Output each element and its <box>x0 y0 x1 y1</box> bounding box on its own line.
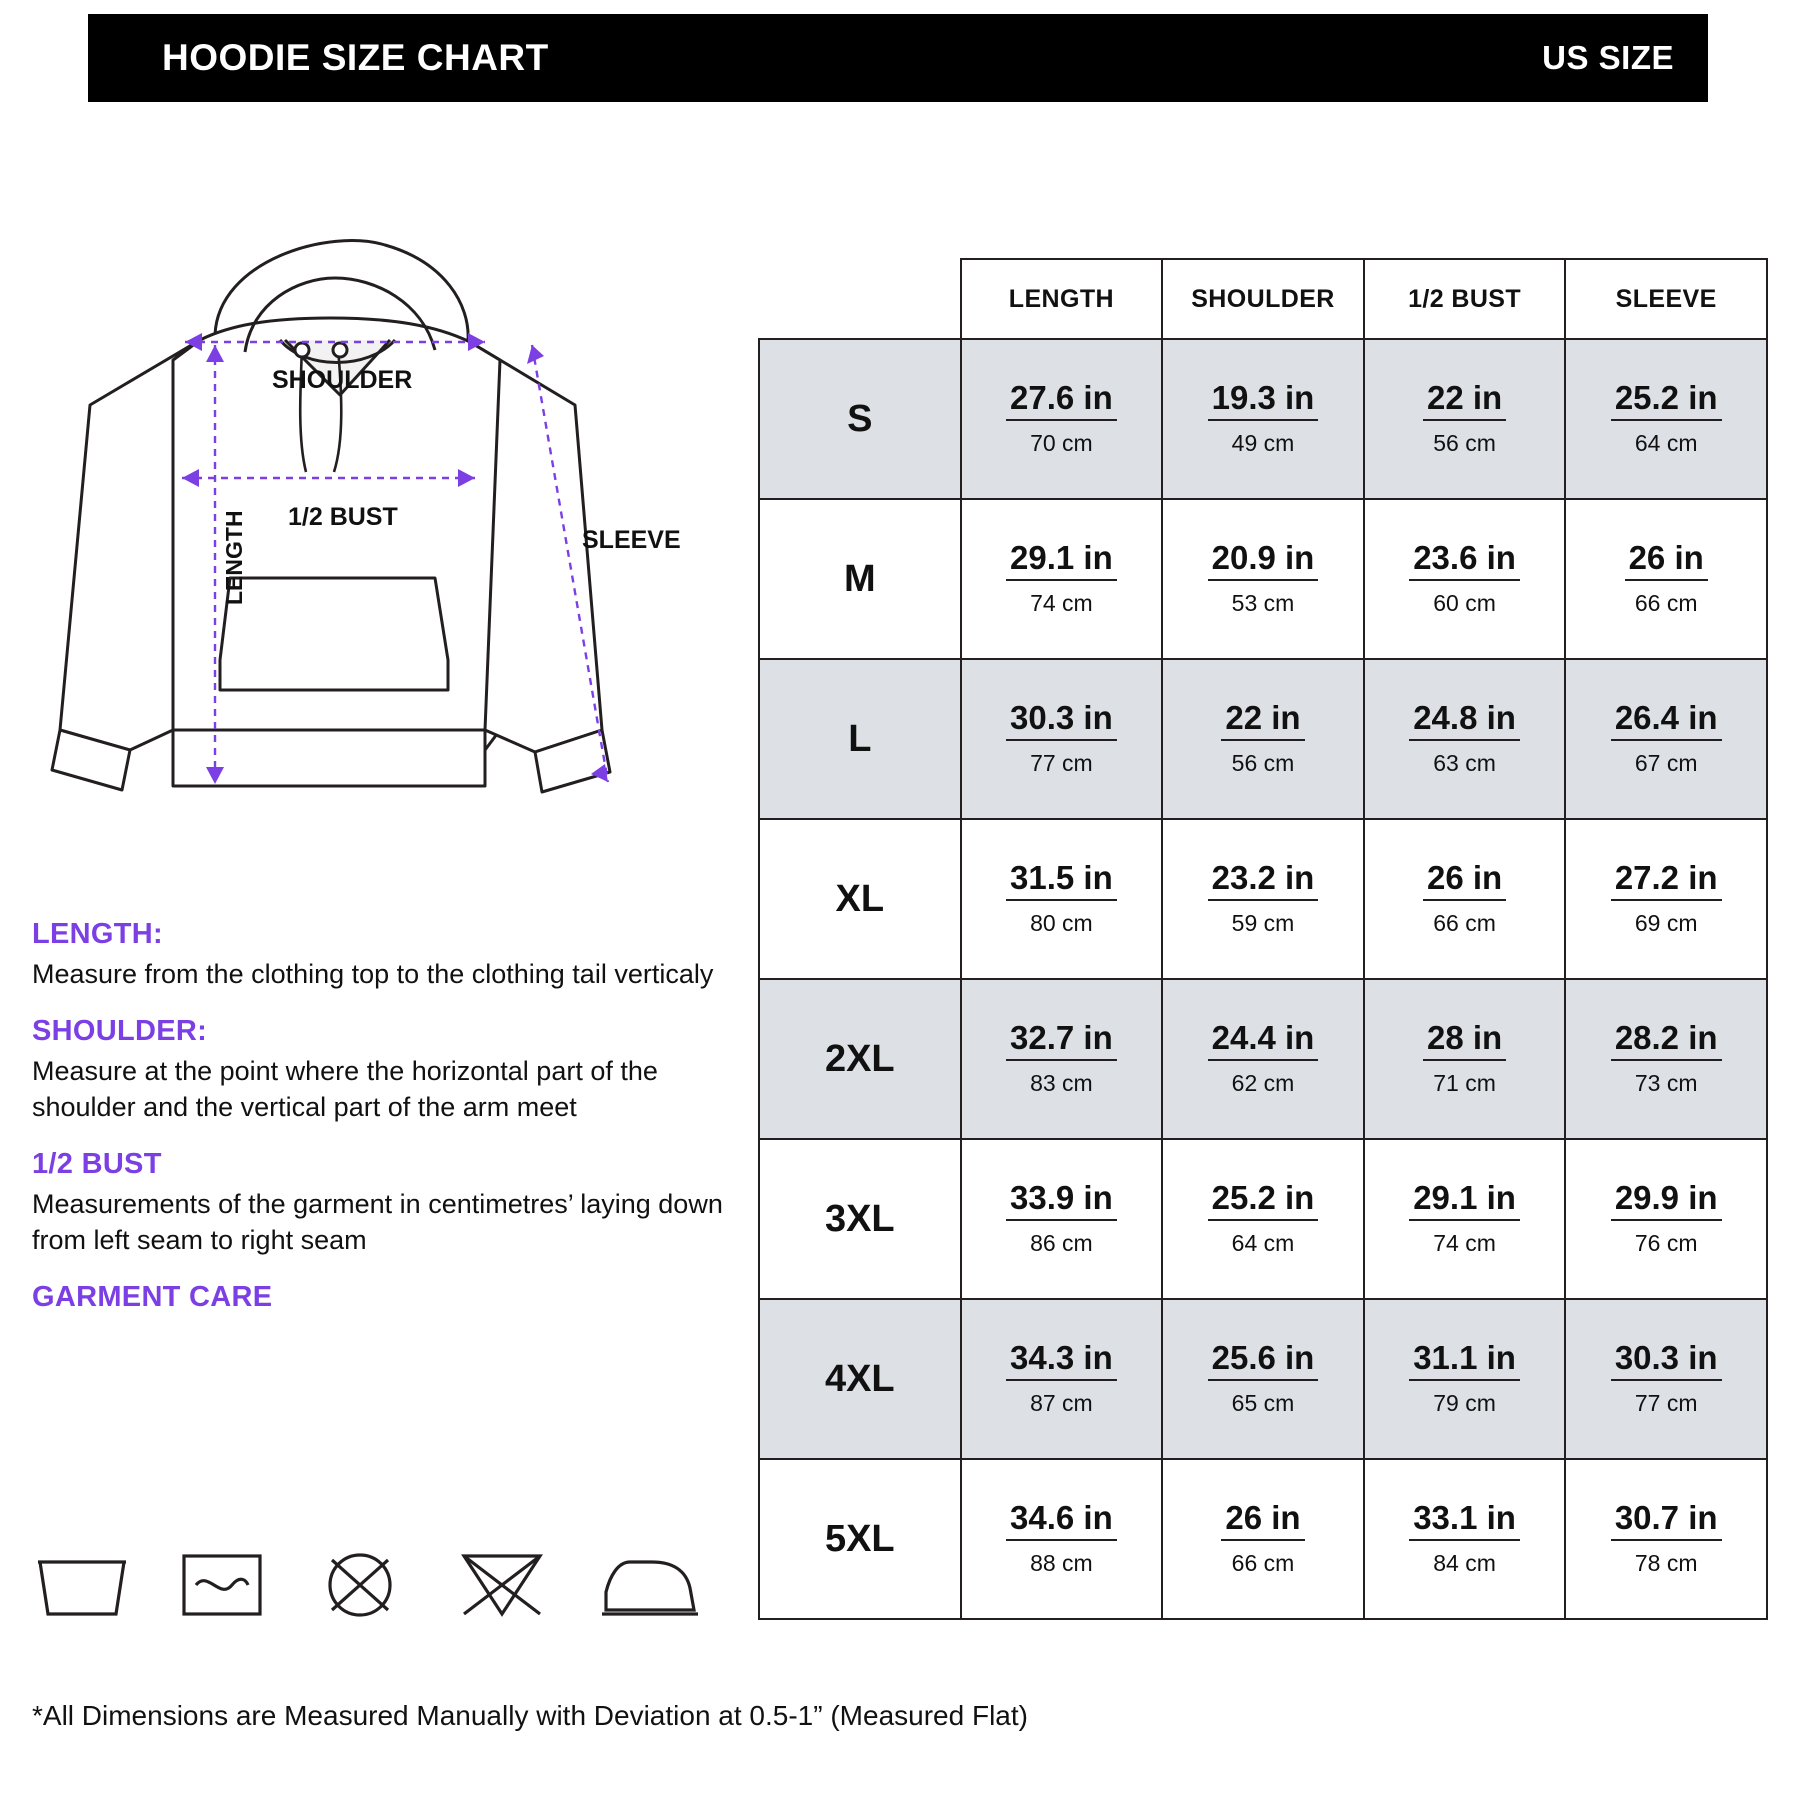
do-not-bleach-icon <box>314 1548 406 1622</box>
value-cm: 71 cm <box>1433 1069 1496 1096</box>
value-cm: 53 cm <box>1231 589 1295 616</box>
header-bar <box>88 14 1708 102</box>
cell-sleeve <box>1565 1459 1767 1619</box>
value-cm: 66 cm <box>1231 1549 1295 1576</box>
garment-care-heading: GARMENT CARE <box>32 1280 273 1313</box>
length-label: LENGTH <box>221 510 247 605</box>
cell-length <box>961 339 1163 499</box>
row-size-label: S <box>759 339 961 499</box>
table-corner-cell <box>759 259 961 339</box>
value-cm: 62 cm <box>1231 1069 1295 1096</box>
value-cm: 84 cm <box>1433 1549 1496 1576</box>
value-inches: 22 in <box>1423 381 1506 421</box>
value-cm: 78 cm <box>1634 1549 1698 1576</box>
value-cm: 88 cm <box>1030 1549 1093 1576</box>
value-inches: 20.9 in <box>1208 541 1319 581</box>
value-inches: 29.9 in <box>1611 1181 1722 1221</box>
cell-length <box>961 979 1163 1139</box>
cell-sleeve <box>1565 339 1767 499</box>
value-inches: 30.7 in <box>1611 1501 1722 1541</box>
value-inches: 25.6 in <box>1208 1341 1319 1381</box>
value-inches: 24.8 in <box>1409 701 1520 741</box>
table-row <box>759 339 1767 499</box>
cell-bust <box>1364 659 1566 819</box>
cell-bust <box>1364 819 1566 979</box>
cell-sleeve <box>1565 1139 1767 1299</box>
value-inches: 29.1 in <box>1006 541 1117 581</box>
value-cm: 83 cm <box>1030 1069 1093 1096</box>
value-inches: 30.3 in <box>1611 1341 1722 1381</box>
value-cm: 66 cm <box>1433 909 1496 936</box>
cell-sleeve <box>1565 659 1767 819</box>
bust-description: Measurements of the garment in centimetres’ laying down from left seam to right seam <box>32 1188 723 1255</box>
shoulder-description: Measure at the point where the horizontal part of the shoulder and the vertical part of the arm meet <box>32 1055 658 1122</box>
table-row <box>759 979 1767 1139</box>
cell-sleeve <box>1565 499 1767 659</box>
column-header-length: LENGTH <box>961 259 1163 339</box>
cell-length <box>961 659 1163 819</box>
value-cm: 67 cm <box>1634 749 1698 776</box>
cell-sleeve <box>1565 1299 1767 1459</box>
value-cm: 79 cm <box>1433 1389 1496 1416</box>
table-row <box>759 1459 1767 1619</box>
value-cm: 87 cm <box>1030 1389 1093 1416</box>
value-inches: 24.4 in <box>1208 1021 1319 1061</box>
cell-length <box>961 1139 1163 1299</box>
table-row <box>759 819 1767 979</box>
value-cm: 74 cm <box>1030 589 1093 616</box>
value-inches: 32.7 in <box>1006 1021 1117 1061</box>
length-heading: LENGTH: <box>32 918 163 950</box>
cell-bust <box>1364 499 1566 659</box>
value-cm: 56 cm <box>1231 749 1295 776</box>
table-header-row <box>759 259 1767 339</box>
cell-shoulder <box>1162 979 1364 1139</box>
value-inches: 28.2 in <box>1611 1021 1722 1061</box>
value-cm: 77 cm <box>1030 749 1093 776</box>
row-size-label: XL <box>759 819 961 979</box>
value-inches: 26.4 in <box>1611 701 1722 741</box>
value-inches: 34.3 in <box>1006 1341 1117 1381</box>
value-inches: 33.1 in <box>1409 1501 1520 1541</box>
cell-bust <box>1364 1139 1566 1299</box>
value-cm: 49 cm <box>1231 429 1295 456</box>
value-inches: 31.5 in <box>1006 861 1117 901</box>
cell-shoulder <box>1162 339 1364 499</box>
page-title: HOODIE SIZE CHART <box>162 37 549 78</box>
table-row <box>759 1139 1767 1299</box>
value-inches: 22 in <box>1221 701 1304 741</box>
cell-shoulder <box>1162 1139 1364 1299</box>
value-cm: 70 cm <box>1030 429 1093 456</box>
value-inches: 33.9 in <box>1006 1181 1117 1221</box>
table-row <box>759 1299 1767 1459</box>
garment-care-icons <box>34 1548 684 1638</box>
value-inches: 23.2 in <box>1208 861 1319 901</box>
column-header-bust: 1/2 BUST <box>1364 259 1566 339</box>
row-size-label: M <box>759 499 961 659</box>
do-not-dry-clean-icon <box>454 1548 550 1622</box>
value-cm: 80 cm <box>1030 909 1093 936</box>
cell-shoulder <box>1162 1299 1364 1459</box>
cell-length <box>961 819 1163 979</box>
value-inches: 26 in <box>1423 861 1506 901</box>
cell-shoulder <box>1162 1459 1364 1619</box>
cell-length <box>961 1459 1163 1619</box>
value-inches: 27.6 in <box>1006 381 1117 421</box>
value-cm: 77 cm <box>1634 1389 1698 1416</box>
row-size-label: L <box>759 659 961 819</box>
table-row <box>759 499 1767 659</box>
size-table-wrapper <box>758 258 1768 1620</box>
row-size-label: 5XL <box>759 1459 961 1619</box>
cell-length <box>961 1299 1163 1459</box>
table-row <box>759 659 1767 819</box>
cell-sleeve <box>1565 979 1767 1139</box>
value-inches: 25.2 in <box>1208 1181 1319 1221</box>
shoulder-label: SHOULDER <box>272 366 413 394</box>
value-inches: 26 in <box>1625 541 1708 581</box>
column-header-shoulder: SHOULDER <box>1162 259 1364 339</box>
cell-bust <box>1364 339 1566 499</box>
row-size-label: 2XL <box>759 979 961 1139</box>
cell-length <box>961 499 1163 659</box>
cell-shoulder <box>1162 819 1364 979</box>
length-description: Measure from the clothing top to the clothing tail verticaly <box>32 959 714 989</box>
size-table <box>758 258 1768 1620</box>
value-cm: 74 cm <box>1433 1229 1496 1256</box>
unit-label: US SIZE <box>1542 39 1674 76</box>
value-inches: 26 in <box>1221 1501 1304 1541</box>
value-inches: 30.3 in <box>1006 701 1117 741</box>
value-inches: 19.3 in <box>1208 381 1319 421</box>
value-cm: 66 cm <box>1634 589 1698 616</box>
shoulder-heading: SHOULDER: <box>32 1014 208 1047</box>
value-inches: 27.2 in <box>1611 861 1722 901</box>
bust-label: 1/2 BUST <box>288 503 398 531</box>
value-cm: 63 cm <box>1433 749 1496 776</box>
value-cm: 76 cm <box>1634 1229 1698 1256</box>
iron-icon <box>598 1548 702 1622</box>
tumble-dry-icon <box>178 1548 266 1622</box>
cell-sleeve <box>1565 819 1767 979</box>
row-size-label: 4XL <box>759 1299 961 1459</box>
bust-heading: 1/2 BUST <box>32 1147 162 1180</box>
value-inches: 25.2 in <box>1611 381 1722 421</box>
value-cm: 64 cm <box>1231 1229 1295 1256</box>
value-cm: 65 cm <box>1231 1389 1295 1416</box>
cell-bust <box>1364 1459 1566 1619</box>
sleeve-label: SLEEVE <box>582 526 681 554</box>
cell-shoulder <box>1162 659 1364 819</box>
value-inches: 29.1 in <box>1409 1181 1520 1221</box>
row-size-label: 3XL <box>759 1139 961 1299</box>
footnote: *All Dimensions are Measured Manually with Deviation at 0.5-1” (Measured Flat) <box>32 1700 1028 1731</box>
value-cm: 69 cm <box>1634 909 1698 936</box>
cell-bust <box>1364 979 1566 1139</box>
cell-bust <box>1364 1299 1566 1459</box>
value-cm: 64 cm <box>1634 429 1698 456</box>
value-inches: 28 in <box>1423 1021 1506 1061</box>
value-cm: 86 cm <box>1030 1229 1093 1256</box>
value-cm: 56 cm <box>1433 429 1496 456</box>
value-inches: 23.6 in <box>1409 541 1520 581</box>
value-inches: 31.1 in <box>1409 1341 1520 1381</box>
hoodie-diagram <box>30 190 710 830</box>
value-inches: 34.6 in <box>1006 1501 1117 1541</box>
measurement-instructions <box>32 918 742 1320</box>
value-cm: 59 cm <box>1231 909 1295 936</box>
column-header-sleeve: SLEEVE <box>1565 259 1767 339</box>
cell-shoulder <box>1162 499 1364 659</box>
hand-wash-icon <box>34 1548 130 1622</box>
value-cm: 60 cm <box>1433 589 1496 616</box>
value-cm: 73 cm <box>1634 1069 1698 1096</box>
